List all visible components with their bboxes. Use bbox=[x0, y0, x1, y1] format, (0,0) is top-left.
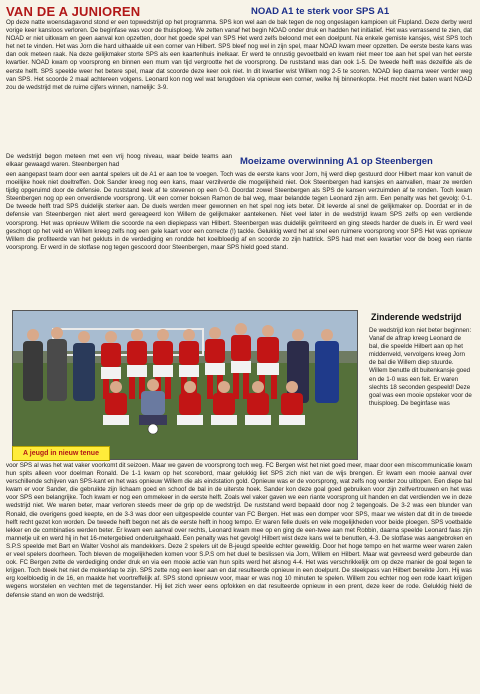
article-2-headline: Moeizame overwinning A1 op Steenbergen bbox=[240, 156, 433, 167]
sidebar-headline: Zinderende wedstrijd bbox=[371, 312, 462, 322]
sidebar-body: De wedstrijd kon niet beter beginnen: Vanaf de aftrap kreeg Leonard de bal, die speelde Hilbert aan op het middenveld, vervolgens kreeg Jorn de bal die Willem diep stuurde. Willem benutte dit buitenkansje goed en de 1-0 was een feit. Er waren slechts 18 seconden gespeeld! Deze goal was een mooie opsteker voor de thuisploeg. De beginfase was bbox=[369, 327, 472, 407]
team-photo bbox=[12, 310, 358, 460]
article-1-body: Op deze natte woensdagavond stond er een topwedstrijd op het programma. SPS kon wel aan de bak tegen de nog ongeslagen kampioen uit Flupland. Deze derby werd vorige keer kansloos verloren. De beginfase was voor de thuisploeg. We zetten vanaf het begin NOAD onder druk en hadden het initiatief. Het was verrassend te zien, dat NOAD er niet uitkwam en geen aanval kon opzetten, door het goede spel van SPS Het werd zelfs beloond met een doelpunt. Na enkele gemiste kansjes, wist SPS toch het net te vinden. Het was Jorn die hard uithaalde uit een corner van Hilbert. SPS bleef nog wel in zijn spel, maar NOAD kwam meer opzetten. De eerste beste kans was dan ook meteen raak. Na deze gelijkmaker storte SPS als een kaartenhuis inelkaar. Er werd te onrustig gevoetbald en kwam niet meer toe aan het spel van het eerste kwartier. NOAD kwam op voorsprong en binnen een mum van tijd vergrootte het de voorsprong. De ruststand was dan ook 1-5. De tweede helft was dezelfde als de eerste helft. SPS speelde weer het betere spel, maar dat scoorde deze keer ook niet. In dit kwartier wist Willem nog 2-5 te scoren. NOAD liep daarna weer verder weg van SPS. Het scoorde 2 maal achtereen volgens. Leonard kon nog wel wat terugdoen via opnieuw een corner, welke hij binnenkopte. Het mocht niet baten want NOAD zou de wedstrijd met de ruime cijfers winnen, namelijk: 3-9. bbox=[6, 19, 472, 91]
page-title: VAN DE A JUNIOREN bbox=[6, 4, 141, 19]
article-1-headline: NOAD A1 te sterk voor SPS A1 bbox=[251, 6, 390, 17]
article-2-body: een aangepast team door een aantal spelers uit de A1 er aan toe te voegen. Toch was de eerste kans voor Jorn, hij werd diep gestuurd door Hilbert maar kon vanuit de moeilijke hoek niet doeltreffen. Ook Sander kreeg nog een kans, maar verzilverde die mogelijkheid niet. Ook Steenbergen had kansjes en aanvallen, maar ze werden tijdig opgeruimd door de defensie. De ruststand leek af te stevenen op een 0-0. Doordat zowel Steenbergen als SPS de kansen verzuimden af te ronden. Toch kwam Steenbergen nog op een onverdiende voorsprong. Uit een corner boksen Ramon de bal weg, maar belandde tegen Leonard zijn arm. Een penalty was het gevolg: 0-1. De tweede helft trad SPS duidelijk sterker aan. De duels werden meer gewonnen en het spel nog iets beter. Dit leverde al snel de gelijkmaker op. Doordat er in de defensie van Steenbergen niet alert werd gereageerd kon Willem de gelijkmaker aantekenen. Niet veel later in de wedstrijd kwam SPS zelfs op een verdiende voorsprong. Het was opnieuw Willem die scoorde na een diepiepass van Hilbert. Steenbergen was duidelijk geïrriteerd en ging steeds harder de duels in. Er werd veel geschopt op het veld en Willem kreeg zelfs nog een gele kaart voor een correcte (!) tackle. Gelukkig werd het al snel een ruimere voorsprong voor SPS Het was opnieuw Willem die profiteerde van het gekluts in de verdediging en rondde het koelbloedig af en scoorde zo zijn hattrick. SPS had met een kwartier voor de boeg een riante voorsprong. Er werd in de slotfase nog tegen gescoord door Steenbergen, maar SPS hield goed stand. bbox=[6, 171, 472, 251]
photo-caption: A jeugd in nieuw tenue bbox=[12, 446, 110, 461]
article-2-intro: De wedstrijd begon meteen met een vrij hoog niveau, waar beide teams aan elkaar gewaagd waren. Steenbergen had bbox=[6, 153, 232, 169]
article-3-body: voor SPS al was het wat vaker voorkomt dit seizoen. Maar we gaven de voorsprong toch weg. FC Bergen wist het niet goed meer, maar door een miscommunicatie kwam hun spits alleen voor doelman Ronald. De 1-1 kwam op het scorebord, maar gelukkig liet SPS zich niet van de wijs brengen. Er kwam een mooie aanval over verschillende schijven van SPS-kant en het was opnieuw Willem die als eindstation gold. Opnieuw was er de voorsprong, wat zelfs nog verder zou uitlopen. Een diepe bal kwam er voor Sander, die gebruikte zijn lichaam goed en schoof de bal in de uiterste hoek. Sander kon deze goal goed gebruiken voor zijn zelfvertrouwen en het was voor SPS een belangrijke. Toch kwam er nog een ommekeer in de eerste helft. Zoals wel vaker gaven we een riante voorsprong uit handen en dat verdienden we in deze wedstrijd niet. We waren beter, maar verloren steeds meer de grip op de wedstrijd. De ruststand werd bepaald door nog 2 tegengoals. De 3-2 was een blunder van Ronald, die overigens goed keepte, en de 3-3 was door een uitgespeelde counter van FC Bergen. Het was een domper voor SPS, maar we wisten dat dit in de tweede helft recht gezet kon worden. De tweede helft begon net als de eerste helft in hoog tempo. Er waren felle duels en vele mogelijkheden voor beide ploegen. SPS voetbalde lekker en de combinaties werden beter. Er kwam een aanval over rechts, Leonard kwam mee op en ging de een-twee aan met Robbin, daarna speelde Leonard faas zijn mannetje uit en werd hij in het 16-metergebied onderuitgehaald. Een penalty was het gevolg! Hilbert wist deze kans wel te benutten, 4-3. De slotfase was aangebroken en S.P.S speelde met Bart en Walter Voshol als mandekkers. Deze 2 spelers uit de B-jeugd speelde echter geweldig. Door het hoge tempo en het warme weer waren zalen er veel spelers doorheen. Toch bleven de mogelijkheden komen voor S.P.S om het duel te beslissen via Jorn, Willem en Hilbert. Maar wat gevreesd werd gebeurde dan ook. FC Bergen zette de verdediging onder druk en via een mooie actie van hun spits werd het alsnog 4-4. Het was verschrikkelijk om op deze manier de goal tegen te krijgen. Toch bleek het niet de mokerklap te zijn. SPS zette nog een keer aan en dat resulteerde opnieuw in een doelpunt. De steekpass van Hilbert bereikte Jorn. Hij was erg koelbloedig in de 16, en maakte het voortreffelijk af. SPS stond opnieuw voor, maar er was nog 10 minuten te spelen. Willem zou echter nog een rode kaart krijgen wegens worstelen en vechten met de tegenstander. Hij liet zich weer eens opfokken en dat resulteerde opnieuw in een prent, deze keer de rode. Gelukkig hield de defensie stand en won de wedstrijd. bbox=[6, 462, 472, 599]
team-photo-drawing bbox=[13, 311, 357, 459]
